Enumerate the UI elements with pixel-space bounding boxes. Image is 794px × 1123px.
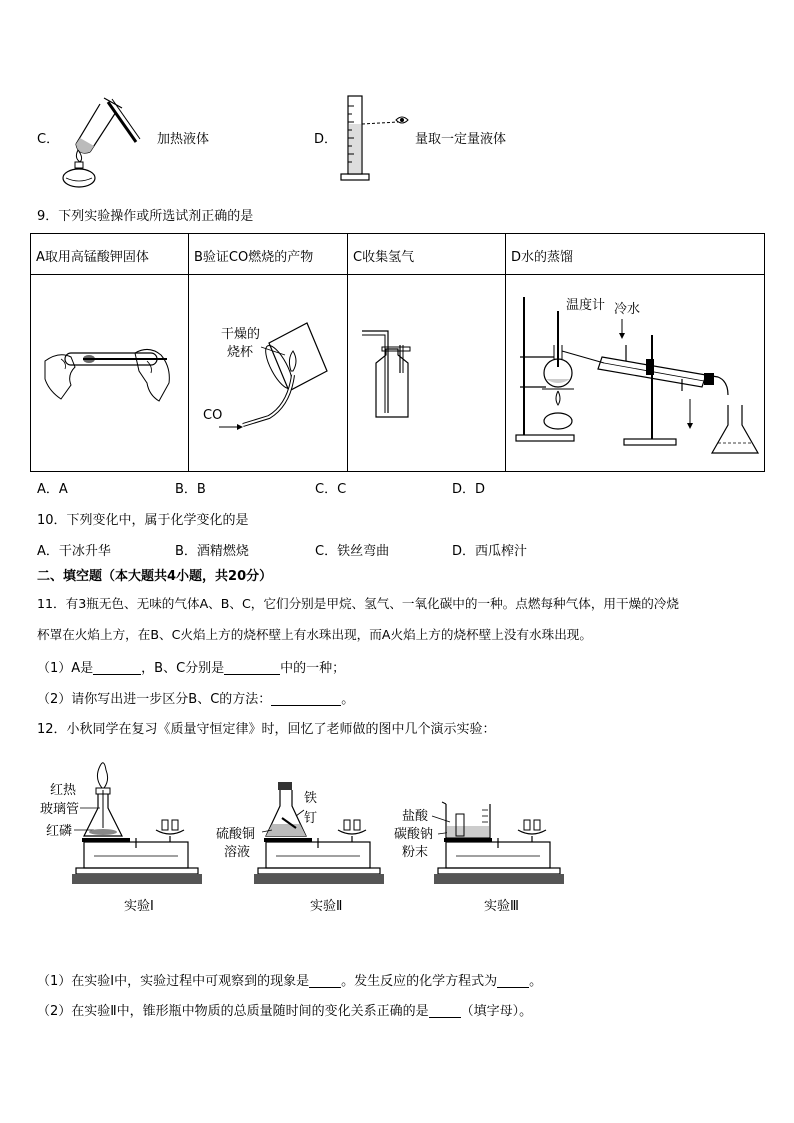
experiment-2-figure	[214, 752, 394, 920]
q9-stem: 9．下列实验操作或所选试剂正确的是	[37, 209, 254, 224]
q10-choice-c[interactable]: C．铁丝弯曲	[315, 544, 390, 559]
exp3-caption: 实验Ⅲ	[484, 899, 519, 914]
q9-choice-a[interactable]: A．A	[37, 482, 68, 497]
exp2-label-iron: 铁	[304, 791, 318, 806]
q12-stem: 12．小秋同学在复习《质量守恒定律》时，回忆了老师做的图中几个演示实验：	[37, 722, 496, 737]
q11-sub1-b: ，B、C分别是	[141, 661, 225, 676]
measuring-cylinder-icon	[341, 96, 369, 180]
exp3-label-sodium-carbonate: 碳酸钠	[394, 827, 434, 842]
q12-sub2-b: （填字母）。	[460, 1004, 533, 1019]
q10-stem: 10．下列变化中，属于化学变化的是	[37, 513, 249, 528]
exp1-caption: 实验Ⅰ	[124, 899, 154, 914]
q11-sub1-a: （1）A是	[37, 661, 94, 676]
q9-header-b-text: B验证CO燃烧的产物	[194, 250, 314, 265]
q9-figure-c-cell	[348, 275, 506, 472]
q11-blank-bc[interactable]	[224, 661, 280, 675]
exp2-label-copper-sulfate: 硫酸铜	[216, 827, 256, 842]
q9-fig-b-label1: 干燥的	[221, 327, 261, 342]
q11-line1: 11．有3瓶无色、无味的气体A、B、C，它们分别是甲烷、氢气、一氧化碳中的一种。点燃每种气体，用干燥的冷烧	[37, 596, 679, 611]
alcohol-lamp-icon	[63, 150, 95, 187]
hand-left-icon	[45, 355, 75, 399]
q11-sub2	[37, 692, 354, 706]
q8-option-d-label: 量取一定量液体	[415, 132, 507, 147]
q11-blank-a[interactable]	[93, 661, 141, 675]
q9-header-d-text: D水的蒸馏	[511, 250, 574, 265]
q9-figure-b-cell	[189, 275, 348, 472]
balance-1-icon	[72, 820, 202, 884]
heating-liquid-figure	[58, 92, 154, 190]
hand-right-icon	[135, 349, 169, 401]
flame-icon	[289, 351, 296, 371]
q8-option-c-label: 加热液体	[157, 132, 210, 147]
q9-header-d	[506, 234, 765, 275]
beaker-icon	[442, 802, 490, 838]
exp3-label-hydrochloric-acid: 盐酸	[402, 809, 429, 824]
q11-sub1	[37, 661, 345, 675]
exp1-label-red-hot: 红热	[50, 783, 77, 798]
q11-line2: 杯罩在火焰上方，在B、C火焰上方的烧杯壁上有水珠出现，而A火焰上方的烧杯壁上没有水珠出现。	[37, 627, 592, 642]
q9-header-a	[31, 234, 189, 275]
q12-sub2-a: （2）在实验Ⅱ中，锥形瓶中物质的总质量随时间的变化关系正确的是	[37, 1004, 429, 1019]
conical-flask-icon	[712, 405, 758, 453]
alcohol-lamp-burner-icon	[542, 389, 574, 429]
q9-header-c	[348, 234, 506, 275]
q10-choice-b[interactable]: B．酒精燃烧	[175, 544, 249, 559]
q9-choice-d[interactable]: D．D	[452, 482, 486, 497]
gas-collection-bottle-figure	[348, 275, 504, 471]
balloon-icon	[97, 763, 107, 788]
q9-figure-d-cell	[506, 275, 765, 472]
experiment-1-figure	[38, 752, 208, 920]
co-combustion-figure	[189, 275, 346, 471]
distillation-apparatus-figure	[506, 275, 764, 471]
exp3-label-powder: 粉末	[402, 845, 429, 860]
exp1-label-red-phosphorus: 红磷	[46, 824, 73, 839]
q12-sub1-c: 。	[529, 974, 543, 989]
exp2-label-nail: 钉	[304, 811, 318, 826]
q8-option-d-letter: D．	[314, 132, 338, 147]
q9-fig-b-co: CO	[203, 408, 223, 423]
q11-blank-method[interactable]	[271, 692, 341, 706]
q9-choice-c[interactable]: C．C	[315, 482, 347, 497]
measuring-cylinder-figure	[338, 94, 416, 184]
q9-fig-d-thermo: 温度计	[566, 298, 606, 313]
test-tube-holder-icon	[108, 99, 140, 142]
q9-header-a-text: A取用高锰酸钾固体	[36, 250, 149, 265]
q12-sub1	[37, 974, 542, 988]
eye-sight-line-icon	[362, 117, 408, 124]
drop-arrow-icon	[687, 399, 693, 429]
q10-choice-a[interactable]: A．干冰升华	[37, 544, 111, 559]
q9-figure-a-cell	[31, 275, 189, 472]
gas-bottle-icon	[376, 347, 410, 417]
q11-sub2-b: 。	[341, 692, 355, 707]
experiment-3-figure	[394, 752, 564, 920]
conical-flask-2-icon	[262, 782, 306, 836]
section-title: 二、填空题（本大题共4小题，共20分）	[37, 569, 273, 584]
q12-blank-graph[interactable]	[429, 1004, 461, 1018]
arrow-down-icon	[619, 319, 625, 339]
q12-sub1-a: （1）在实验Ⅰ中，实验过程中可观察到的现象是	[37, 974, 310, 989]
exp2-caption: 实验Ⅱ	[310, 899, 343, 914]
distilling-flask-icon	[544, 345, 604, 387]
q9-fig-d-water: 冷水	[614, 302, 641, 317]
q12-blank-equation[interactable]	[497, 974, 529, 988]
conical-flask-1-icon	[84, 788, 122, 836]
exp1-label-glass-tube: 玻璃管	[40, 802, 80, 817]
q9-header-c-text: C收集氢气	[353, 250, 415, 265]
q8-option-c-letter: C．	[37, 132, 60, 147]
q10-choice-d[interactable]: D．西瓜榨汁	[452, 544, 528, 559]
test-tube-icon	[76, 98, 122, 153]
q9-header-b	[189, 234, 348, 275]
adapter-icon	[704, 373, 728, 395]
q12-blank-phenomenon[interactable]	[309, 974, 341, 988]
q9-options-table	[30, 233, 765, 472]
q9-choice-b[interactable]: B．B	[175, 482, 206, 497]
q12-sub1-b: 。发生反应的化学方程式为	[341, 974, 498, 989]
arrow-right-icon	[237, 424, 243, 430]
iron-stand-right-icon	[624, 335, 676, 445]
q11-sub1-c: 中的一种；	[280, 661, 346, 676]
q12-sub2	[37, 1004, 532, 1018]
exp2-label-solution: 溶液	[224, 845, 251, 860]
q11-sub2-a: （2）请你写出进一步区分B、C的方法：	[37, 692, 272, 707]
hands-test-tube-figure	[31, 275, 187, 471]
q9-fig-b-label2: 烧杯	[227, 345, 254, 360]
delivery-tube-icon	[362, 331, 403, 413]
